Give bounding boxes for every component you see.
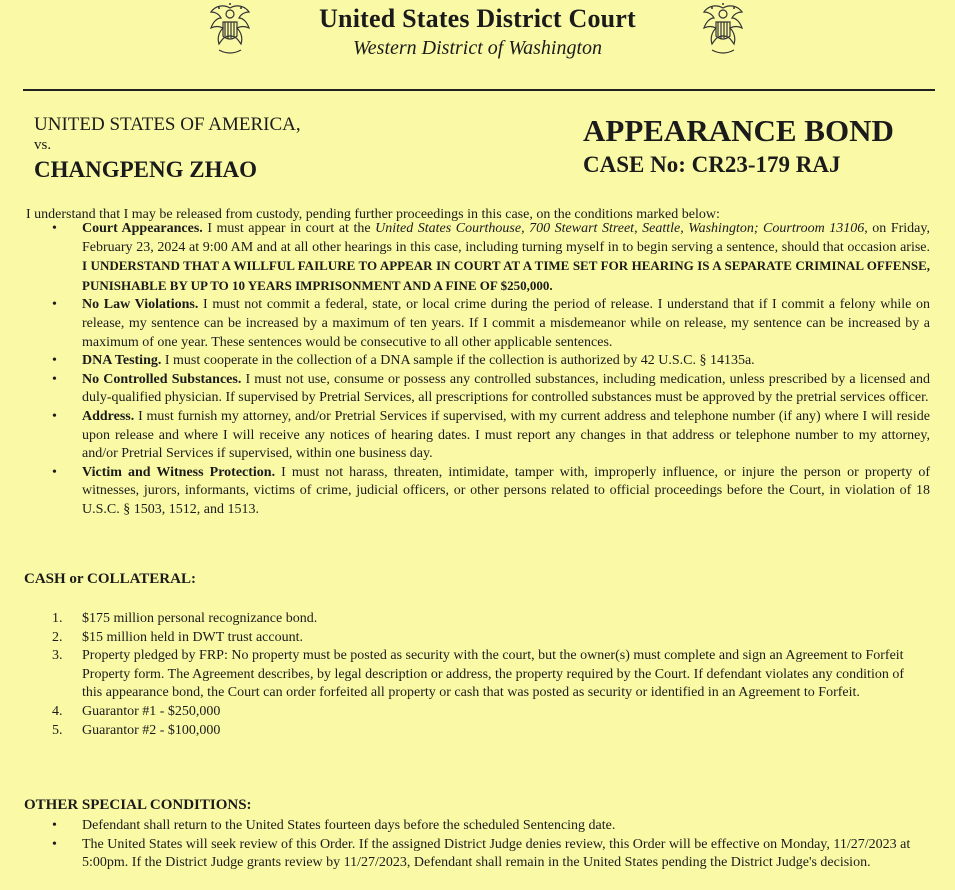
- item-text: Defendant shall return to the United States fourteen days before the scheduled Sentencing date.: [82, 818, 616, 833]
- plaintiff-name: UNITED STATES OF AMERICA,: [34, 114, 301, 135]
- item-text: $15 million held in DWT trust account.: [82, 629, 303, 645]
- condition-title: No Law Violations.: [82, 297, 199, 313]
- condition-title: Victim and Witness Protection.: [82, 464, 276, 480]
- list-item: [0, 703, 922, 722]
- list-item: [0, 647, 922, 703]
- condition-title: DNA Testing.: [82, 353, 162, 369]
- condition-text: I must cooperate in the collection of a DNA sample if the collection is authorized by 42 U.S.C. § 14135a.: [161, 353, 755, 369]
- courthouse-address: United States Courthouse, 700 Stewart Street, Seattle, Washington; Courtroom 13106: [375, 221, 865, 236]
- condition-text: I must not commit a federal, state, or local crime during the period of release. I understand that if I commit a felony while on release, my sentence can be increased by a maximum of ten years. If I commit a misdemeanor while on release, my sentence can be increased by a maximum of one year. These sentences would be consecutive to all other applicable sentences.: [82, 297, 930, 350]
- condition-no-controlled-substances: [0, 371, 930, 408]
- item-number: 5.: [52, 722, 63, 738]
- condition-title: Address.: [82, 408, 135, 424]
- special-conditions-heading: OTHER SPECIAL CONDITIONS:: [24, 797, 252, 813]
- list-item: [0, 610, 922, 629]
- release-conditions-list: [0, 220, 955, 520]
- list-item: [0, 817, 922, 836]
- list-item: [0, 629, 922, 648]
- item-text: $175 million personal recognizance bond.: [82, 611, 318, 626]
- bullet-icon: •: [52, 464, 57, 480]
- list-item: [0, 722, 922, 741]
- item-number: 4.: [52, 703, 63, 719]
- item-text: The United States will seek review of this Order. If the assigned District Judge denies review, this Order will be effective on Monday, 11/27/2023 at 5:00pm. If the District Judge grants review by 11/27/2023, Defendant shall remain in the United States pending the District Judge's decision.: [82, 836, 911, 871]
- condition-text: I must appear in court at the: [202, 221, 376, 236]
- condition-no-law-violations: [0, 296, 930, 352]
- item-text: Guarantor #1 - $250,000: [82, 703, 221, 719]
- item-number: 1.: [52, 611, 63, 626]
- condition-address: [0, 408, 930, 464]
- cash-collateral-list: [0, 610, 955, 740]
- item-number: 2.: [52, 629, 63, 645]
- item-number: 3.: [52, 648, 63, 664]
- item-text: Property pledged by FRP: No property must be posted as security with the court, but the owner(s) must complete and sign an Agreement to Forfeit Property form. The Agreement describes, by legal description or address, the property required by the Court. If defendant violates any condition of this appearance bond, the Court can order forfeited all property or cash that was posted as security or identified in an Agreement to Forfeit.: [82, 648, 905, 701]
- versus-label: vs.: [34, 137, 52, 153]
- cash-collateral-heading: CASH or COLLATERAL:: [24, 571, 196, 587]
- item-text: Guarantor #2 - $100,000: [82, 722, 221, 738]
- condition-text: I must not use, consume or possess any controlled substances, including medication, unless prescribed by a licensed and duly-qualified physician. If supervised by Pretrial Services, all prescriptions for controlled substances must be approved by the pretrial services officer.: [82, 371, 930, 406]
- document-title: APPEARANCE BOND: [583, 113, 894, 148]
- bullet-icon: •: [52, 221, 57, 236]
- condition-victim-witness-protection: [0, 464, 930, 520]
- bullet-icon: •: [52, 836, 57, 852]
- condition-text: I must furnish my attorney, and/or Pretrial Services if supervised, with my current address and telephone number (if any) where I will reside upon release and where I will receive any notices of hearing dates. I must report any changes in that address or telephone number to my attorney, and/or Pretrial Services if supervised, within one business day.: [82, 408, 930, 462]
- bullet-icon: •: [52, 408, 57, 424]
- condition-court-appearances: [0, 220, 930, 296]
- condition-text: I must not harass, threaten, intimidate, tamper with, improperly influence, or injure the person or property of witnesses, jurors, informants, victims of crime, judicial officers, or other persons related to official proceedings before the Court, in violation of 18 U.S.C. § 1503, 1512, and 1513.: [82, 464, 930, 517]
- failure-to-appear-warning: I UNDERSTAND THAT A WILLFUL FAILURE TO APPEAR IN COURT AT A TIME SET FOR HEARING IS A SEPARATE CRIMINAL OFFENSE, PUNISHABLE BY UP TO 10 YEARS IMPRISONMENT AND A FINE OF $250,000.: [82, 258, 930, 293]
- special-conditions-list: [0, 817, 955, 873]
- intro-text: I understand that I may be released from custody, pending further proceedings in this case, on the conditions marked below:: [26, 207, 720, 222]
- condition-title: No Controlled Substances.: [82, 371, 242, 387]
- bullet-icon: •: [52, 371, 57, 387]
- bullet-icon: •: [52, 818, 57, 833]
- header-divider: [23, 89, 935, 91]
- bullet-icon: •: [52, 297, 57, 313]
- condition-text: , on Friday, February 23, 2024 at 9:00 AM and at all other hearings in this case, including turning myself in to begin serving a sentence, should that occasion arise.: [82, 221, 930, 255]
- district-name: Western District of Washington: [352, 37, 603, 59]
- condition-title: Court Appearances.: [82, 221, 203, 236]
- condition-dna-testing: [0, 352, 930, 371]
- court-name: United States District Court: [319, 4, 636, 33]
- list-item: [0, 836, 922, 873]
- defendant-name: CHANGPENG ZHAO: [34, 157, 257, 182]
- bullet-icon: •: [52, 353, 57, 369]
- case-number: CASE No: CR23-179 RAJ: [583, 152, 841, 177]
